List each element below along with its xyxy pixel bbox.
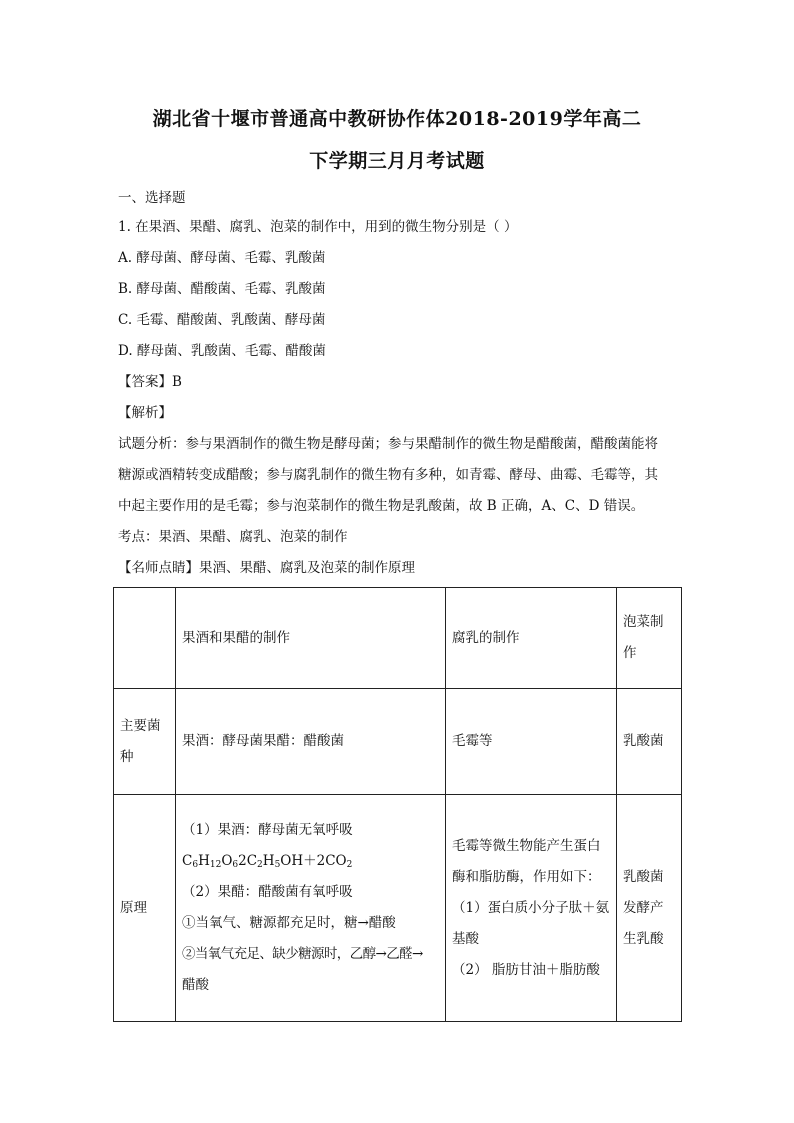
table-row-principle	[114, 795, 682, 1022]
cell-microbe-fruit	[176, 689, 446, 795]
analysis-heading: 【解析】	[118, 405, 172, 421]
header-furu-text: 腐乳的制作	[452, 629, 520, 646]
title-line-2: 下学期三月月考试题	[309, 150, 485, 172]
eq-sub-1: 6	[192, 860, 199, 870]
analysis-line-2: 糖源或酒精转变成醋酸；参与腐乳制作的微生物有多种，如青霉、酵母、曲霉、毛霉等，其	[118, 467, 658, 483]
cell-microbe-paocai-text: 乳酸菌	[623, 733, 664, 749]
principle-table	[113, 587, 682, 1022]
row-label-microbe-line-2: 种	[120, 748, 134, 765]
header-furu	[446, 588, 617, 689]
row-label-principle	[114, 795, 176, 1022]
cell-microbe-paocai	[617, 689, 682, 795]
option-a: A. 酵母菌、酵母菌、毛霉、乳酸菌	[118, 250, 326, 266]
eq-part-2: H	[198, 853, 210, 869]
header-paocai-line-2: 作	[623, 645, 637, 661]
row-label-principle-text: 原理	[120, 899, 147, 916]
principle-fruit-line-4: ①当氧气、糖源都充足时，糖→醋酸	[182, 915, 396, 931]
option-c: C. 毛霉、醋酸菌、乳酸菌、酵母菌	[118, 312, 326, 328]
principle-fruit-line-6: 醋酸	[182, 977, 209, 993]
table-header-row	[114, 588, 682, 689]
cell-principle-furu	[446, 795, 617, 1022]
section-heading: 一、选择题	[118, 190, 186, 206]
cell-principle-fruit	[176, 795, 446, 1022]
header-fruitwine-vinegar	[176, 588, 446, 689]
eq-sub-5: 5	[274, 860, 281, 870]
eq-part-1: C	[182, 853, 193, 869]
fermentation-equation	[182, 846, 439, 877]
principle-paocai-line-2: 发酵产	[623, 899, 664, 916]
cell-principle-paocai	[617, 795, 682, 1022]
eq-part-3: O	[221, 853, 233, 869]
eq-part-6: OH＋2CO	[280, 853, 347, 869]
eq-sub-2: 12	[209, 860, 222, 870]
row-label-microbe-line-1: 主要菌	[120, 717, 161, 734]
table-corner-cell	[114, 588, 176, 689]
principle-fruit-line-1: （1）果酒：酵母菌无氧呼吸	[182, 822, 353, 838]
principle-furu-line-3: （1）蛋白质小分子肽＋氨	[452, 899, 610, 916]
principle-fruit-line-3: （2）果醋：醋酸菌有氧呼吸	[182, 884, 353, 900]
header-fruitwine-vinegar-text: 果酒和果醋的制作	[182, 629, 290, 646]
title-line-1: 湖北省十堰市普通高中教研协作体2018-2019学年高二	[152, 108, 642, 130]
option-b: B. 酵母菌、醋酸菌、毛霉、乳酸菌	[118, 281, 326, 297]
analysis-line-3: 中起主要作用的是毛霉；参与泡菜制作的微生物是乳酸菌，故 B 正确，A、C、D 错误。	[118, 498, 645, 514]
cell-microbe-fruit-text: 果酒：酵母菌果醋：醋酸菌	[182, 733, 344, 749]
tip-line: 【名师点睛】果酒、果醋、腐乳及泡菜的制作原理	[118, 560, 415, 576]
principle-furu-line-1: 毛霉等微生物能产生蛋白	[452, 837, 601, 854]
principle-furu-line-5: （2） 脂肪甘油＋脂肪酸	[452, 961, 600, 978]
principle-furu-line-4: 基酸	[452, 930, 479, 947]
eq-part-4: 2C	[238, 853, 258, 869]
principle-furu-line-2: 酶和脂肪酶，作用如下：	[452, 868, 601, 885]
header-paocai-line-1: 泡菜制	[623, 614, 664, 630]
principle-fruit-line-5: ②当氧气充足、缺少糖源时，乙醇→乙醛→	[182, 946, 423, 962]
kaodian-line: 考点：果酒、果醋、腐乳、泡菜的制作	[118, 529, 348, 545]
principle-paocai-line-3: 生乳酸	[623, 930, 664, 947]
table-row-microbe	[114, 689, 682, 795]
cell-microbe-furu	[446, 689, 617, 795]
analysis-line-1: 试题分析：参与果酒制作的微生物是酵母菌；参与果醋制作的微生物是醋酸菌，醋酸菌能将	[118, 436, 658, 452]
eq-part-5: H	[262, 853, 275, 869]
eq-sub-6: 2	[346, 860, 353, 870]
eq-sub-3: 6	[232, 860, 239, 870]
option-d: D. 酵母菌、乳酸菌、毛霉、醋酸菌	[118, 343, 326, 359]
row-label-microbe	[114, 689, 176, 795]
cell-microbe-furu-text: 毛霉等	[452, 733, 493, 749]
header-paocai	[617, 588, 682, 689]
answer-line: 【答案】B	[118, 374, 182, 390]
question-text: 1. 在果酒、果醋、腐乳、泡菜的制作中，用到的微生物分别是（ ）	[118, 219, 518, 235]
principle-paocai-line-1: 乳酸菌	[623, 868, 664, 885]
eq-sub-4: 2	[257, 860, 263, 870]
